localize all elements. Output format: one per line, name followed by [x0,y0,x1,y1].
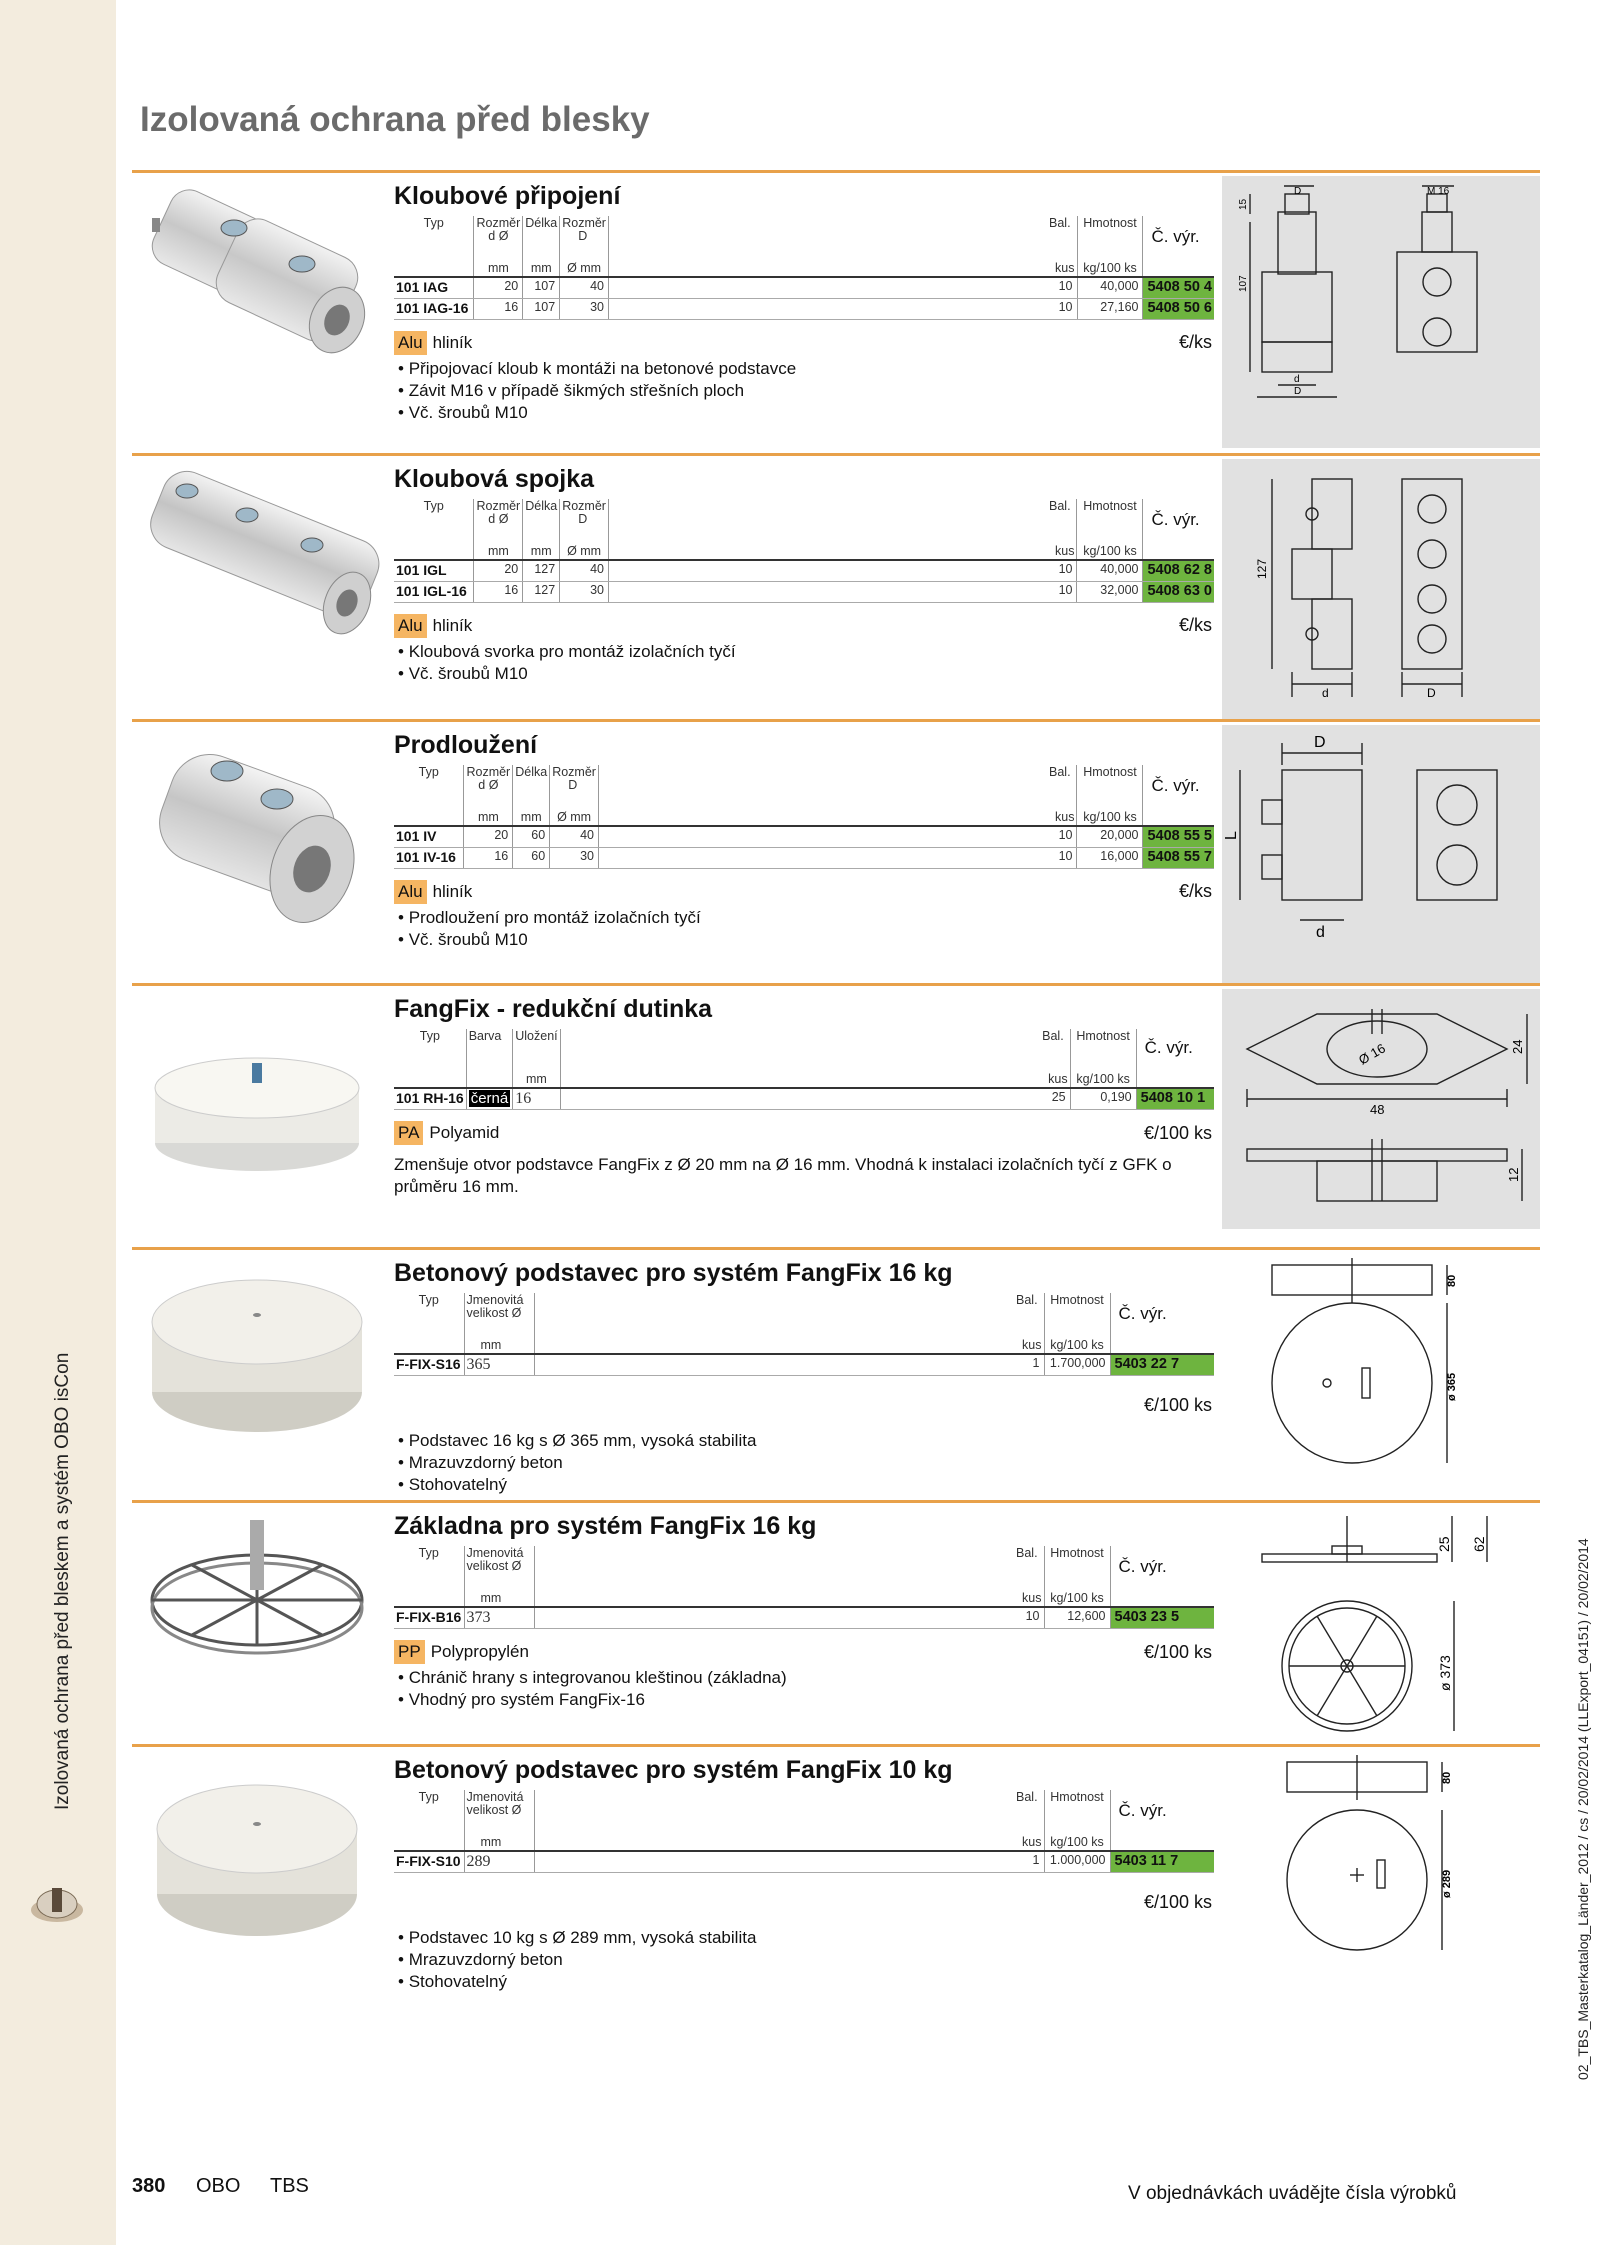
svg-text:25: 25 [1436,1536,1452,1552]
list-item: • Podstavec 10 kg s Ø 289 mm, vysoká stabilita [398,1927,1214,1949]
price-unit: €/100 ks [1143,1641,1212,1662]
material-line [394,877,1214,907]
section-divider [132,719,1540,722]
svg-text:80: 80 [1441,1771,1453,1784]
table-row: 101 IV-16 16 60 30 10 16,000 5408 55 7 [394,847,1214,868]
article-number: 5408 50 4 [1143,277,1214,298]
table-row: 101 IAG 20 107 40 10 40,000 5408 50 4 [394,277,1214,298]
table-row: 101 IGL 20 127 40 10 40,000 5408 62 8 [394,560,1214,581]
material-line [394,1637,1214,1667]
color-value: černá [470,1090,509,1107]
svg-text:M 16: M 16 [1427,186,1450,197]
svg-text:12: 12 [1506,1167,1521,1182]
section-title: Betonový podstavec pro systém FangFix 16 kg [394,1259,953,1287]
product-table: Typ Jmenovitá velikost Ø Bal. Hmotnost Č. výr. mm kus kg/100 ks F-FIX-S10 289 1 1.000,000 5403 11 7 [394,1790,1214,1873]
page-title: Izolovaná ochrana před blesky [140,100,650,139]
svg-text:48: 48 [1370,1102,1385,1117]
material-line [394,1887,1214,1917]
article-number: 5403 23 5 [1110,1607,1214,1629]
technical-drawing [1222,1253,1540,1493]
material-name: Polyamid [429,1123,500,1142]
material-name: hliník [432,881,473,901]
svg-text:L: L [1223,831,1240,840]
list-item: • Mrazuvzdorný beton [398,1452,1214,1474]
product-table: Typ Barva Uložení Bal. Hmotnost Č. výr. mm kus kg/100 ks 101 RH-16 černá 16 25 0,190 5408 10 1 [394,1029,1214,1110]
svg-text:D: D [1294,186,1302,197]
svg-text:d: d [1322,686,1329,700]
table-row: 101 RH-16 černá 16 25 0,190 5408 10 1 [394,1088,1214,1110]
svg-text:D: D [1427,686,1436,700]
section-kloubove-pripojeni [132,170,1540,445]
page-number: 380 [132,2175,166,2197]
footer-brand: OBO [196,2175,241,2197]
price-unit: €/ks [1178,881,1212,901]
svg-text:62: 62 [1471,1536,1487,1552]
technical-drawing [1222,725,1540,985]
material-name: hliník [432,332,473,352]
col-rozmer-D: Rozměr D [560,216,609,244]
section-divider [132,453,1540,456]
product-table: Typ Rozměr d Ø Délka Rozměr D Bal. Hmotnost Č. výr. mm mm Ø mm kus kg/100 ks 101 IAG 20 107 40 10 40,000 5408 50 4 101 IAG-16 16 107 30 10 27,160 5408 50 6 [394,216,1214,320]
price-unit: €/ks [1178,332,1212,352]
price-unit: €/100 ks [1143,1122,1212,1143]
section-divider [132,983,1540,986]
section-title: Kloubová spojka [394,465,595,493]
feature-list [394,1667,1214,1711]
section-zakladna-fangfix [132,1500,1540,1745]
feature-list [394,1430,1214,1496]
svg-text:107: 107 [1238,275,1249,292]
material-line [394,1118,1214,1148]
col-hmotnost: Hmotnost [1077,216,1143,244]
svg-text:80: 80 [1446,1274,1458,1287]
section-betonovy-podstavec-16 [132,1247,1540,1497]
price-unit: €/100 ks [1143,1394,1212,1415]
feature-list [394,1927,1214,1993]
product-table: Typ Rozměr d Ø Délka Rozměr D Bal. Hmotnost Č. výr. mm mm Ø mm kus kg/100 ks 101 IV 20 60 40 10 20,000 5408 55 5 101 IV-16 16 60 30 10 16,000 5408 55 7 [394,765,1214,869]
table-row: 101 IGL-16 16 127 30 10 32,000 5408 63 0 [394,581,1214,602]
svg-text:D: D [1294,386,1302,397]
list-item: • Mrazuvzdorný beton [398,1949,1214,1971]
col-delka: Délka [523,216,560,244]
list-item: • Kloubová svorka pro montáž izolačních tyčí [398,641,1214,663]
material-tag: Alu [394,880,427,904]
article-number: 5408 50 6 [1143,298,1214,319]
feature-list [394,358,1214,424]
product-thumbnail-icon [28,1880,86,1928]
product-photo [132,1257,382,1477]
section-divider [132,1500,1540,1503]
svg-text:24: 24 [1510,1039,1525,1054]
svg-text:d: d [1294,374,1300,385]
list-item: • Závit M16 v případě šikmých střešních ploch [398,380,1214,402]
technical-drawing [1222,459,1540,719]
section-title: Prodloužení [394,731,538,759]
price-unit: €/ks [1178,615,1212,635]
section-kloubova-spojka [132,453,1540,717]
svg-text:d: d [1316,924,1325,941]
list-item: • Stohovatelný [398,1474,1214,1496]
footer-series: TBS [270,2175,309,2197]
svg-text:D: D [1314,734,1326,751]
product-table: Typ Jmenovitá velikost Ø Bal. Hmotnost Č. výr. mm kus kg/100 ks F-FIX-B16 373 10 12,600 5403 23 5 [394,1546,1214,1629]
material-name: Polypropylén [430,1642,529,1661]
product-photo [132,1754,382,1974]
list-item: • Chránič hrany s integrovanou kleštinou (základna) [398,1667,1214,1689]
material-line [394,328,1214,358]
table-row: F-FIX-S16 365 1 1.700,000 5403 22 7 [394,1354,1214,1376]
technical-drawing [1222,1506,1540,1746]
section-title: Kloubové připojení [394,182,621,210]
technical-drawing [1222,1750,1540,1990]
list-item: • Připojovací kloub k montáži na betonové podstavce [398,358,1214,380]
section-title: Betonový podstavec pro systém FangFix 10 kg [394,1756,953,1784]
section-prodlouzeni [132,719,1540,979]
svg-text:ø 373: ø 373 [1437,1655,1453,1691]
svg-text:Ø 16: Ø 16 [1356,1040,1388,1068]
product-photo [132,993,382,1213]
article-number: 5408 62 8 [1143,560,1214,581]
section-title: Základna pro systém FangFix 16 kg [394,1512,817,1540]
list-item: • Podstavec 16 kg s Ø 365 mm, vysoká stabilita [398,1430,1214,1452]
table-row: 101 IV 20 60 40 10 20,000 5408 55 5 [394,826,1214,847]
list-item: • Vč. šroubů M10 [398,663,1214,685]
product-table: Typ Jmenovitá velikost Ø Bal. Hmotnost Č. výr. mm kus kg/100 ks F-FIX-S16 365 1 1.700,000 5403 22 7 [394,1293,1214,1376]
material-tag: PA [394,1121,423,1145]
price-unit: €/100 ks [1143,1891,1212,1912]
product-table: Typ Rozměr d Ø Délka Rozměr D Bal. Hmotnost Č. výr. mm mm Ø mm kus kg/100 ks 101 IGL 20 127 40 10 40,000 5408 62 8 101 IGL-16 16 127 30 10 32,000 5408 63 0 [394,499,1214,603]
svg-text:15: 15 [1238,198,1249,210]
section-fangfix-redukcni-dutinka [132,983,1540,1223]
section-betonovy-podstavec-10 [132,1744,1540,2004]
side-caption: Izolovaná ochrana před bleskem a systém OBO isCon [52,1352,73,1810]
technical-drawing [1222,176,1540,448]
material-tag: Alu [394,614,427,638]
col-cvyr: Č. výr. [1151,227,1200,246]
article-number: 5408 10 1 [1136,1088,1214,1110]
technical-drawing [1222,989,1540,1229]
print-metadata: 02_TBS_Masterkatalog_Länder_2012 / cs / 20/02/2014 (LLExport_04151) / 20/02/2014 [1575,1538,1591,2080]
material-line [394,611,1214,641]
description: Zmenšuje otvor podstavce FangFix z Ø 20 mm na Ø 16 mm. Vhodná k instalaci izolačních tyčí z GFK o průměru 16 mm. [394,1155,1172,1196]
svg-text:ø 289: ø 289 [1441,1869,1453,1898]
table-row: F-FIX-S10 289 1 1.000,000 5403 11 7 [394,1851,1214,1873]
material-line [394,1390,1214,1420]
article-number: 5403 22 7 [1110,1354,1214,1376]
footer-note: V objednávkách uvádějte čísla výrobků [1128,2183,1457,2204]
col-typ: Typ [394,216,474,244]
table-row: F-FIX-B16 373 10 12,600 5403 23 5 [394,1607,1214,1629]
product-photo [132,463,382,683]
product-photo [132,180,382,400]
material-name: hliník [432,615,473,635]
section-divider [132,1744,1540,1747]
col-bal: Bal. [1047,216,1077,244]
section-divider [132,1247,1540,1250]
feature-list [394,641,1214,685]
list-item: • Prodloužení pro montáž izolačních tyčí [398,907,1214,929]
col-rozmer-d: Rozměr d Ø [474,216,523,244]
article-number: 5408 63 0 [1143,581,1214,602]
article-number: 5408 55 5 [1143,826,1214,847]
section-title: FangFix - redukční dutinka [394,995,713,1023]
list-item: • Vč. šroubů M10 [398,929,1214,951]
list-item: • Vhodný pro systém FangFix-16 [398,1689,1214,1711]
product-photo [132,729,382,949]
svg-text:ø 365: ø 365 [1446,1372,1458,1401]
material-tag: Alu [394,331,427,355]
table-row: 101 IAG-16 16 107 30 10 27,160 5408 50 6 [394,298,1214,319]
svg-text:127: 127 [1255,558,1269,579]
list-item: • Stohovatelný [398,1971,1214,1993]
product-photo [132,1510,382,1730]
feature-list [394,907,1214,951]
section-divider [132,170,1540,173]
article-number: 5403 11 7 [1110,1851,1214,1873]
material-tag: PP [394,1640,425,1664]
article-number: 5408 55 7 [1143,847,1214,868]
list-item: • Vč. šroubů M10 [398,402,1214,424]
